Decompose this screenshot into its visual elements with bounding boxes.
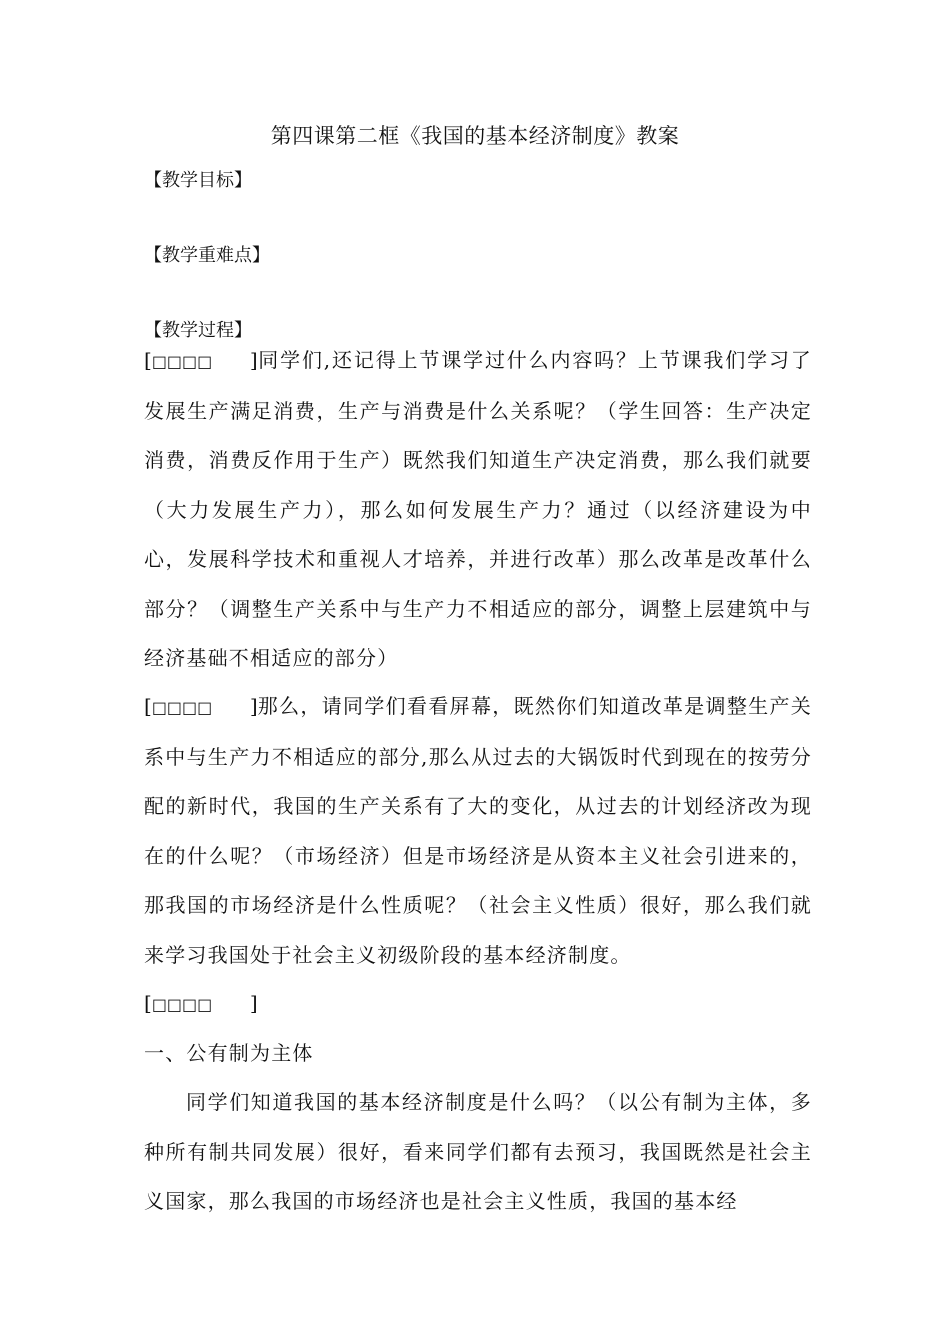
paragraph-text: 同学们,还记得上节课学过什么内容吗？上节课我们学习了发展生产满足消费，生产与消费是什么关系呢？（学生回答：生产决定消费，消费反作用于生产）既然我们知道生产决定消费，那么我们就要（大力发展生产力），那么如何发展生产力？通过（以经济建设为中心，发展科学技术和重视人才培养，并进行改革）那么改革是改革什么部分？（调整生产关系中与生产力不相适应的部分，调整上层建筑中与经济基础不相适应的部分） bbox=[144, 348, 812, 670]
paragraph-step-tag bbox=[144, 979, 812, 1030]
paragraph-text: 那么，请同学们看看屏幕，既然你们知道改革是调整生产关系中与生产力不相适应的部分,那么从过去的大锅饭时代到现在的按劳分配的新时代，我国的生产关系有了大的变化，从过去的计划经济改为现在的什么呢？（市场经济）但是市场经济是从资本主义社会引进来的，那我国的市场经济是什么性质呢？（社会主义性质）很好，那么我们就来学习我国处于社会主义初级阶段的基本经济制度。 bbox=[144, 694, 812, 967]
paragraph-intro bbox=[144, 682, 812, 980]
subheading-public-ownership: 一、公有制为主体 bbox=[144, 1041, 314, 1065]
heading-process: 【教学过程】 bbox=[144, 320, 252, 341]
paragraph-review bbox=[144, 336, 812, 684]
step-tag: [□□□□ ] bbox=[144, 694, 258, 718]
document-title: 第四课第二框《我国的基本经济制度》教案 bbox=[270, 124, 680, 148]
heading-objectives: 【教学目标】 bbox=[144, 170, 252, 191]
paragraph-basic-system: 同学们知道我国的基本经济制度是什么吗？（以公有制为主体，多种所有制共同发展）很好，看来同学们都有去预习，我国既然是社会主义国家，那么我国的市场经济也是社会主义性质，我国的基本经 bbox=[144, 1090, 812, 1213]
step-tag: [□□□□ ] bbox=[144, 348, 258, 372]
heading-key-points: 【教学重难点】 bbox=[144, 245, 270, 266]
step-tag: [□□□□ ] bbox=[144, 991, 258, 1015]
